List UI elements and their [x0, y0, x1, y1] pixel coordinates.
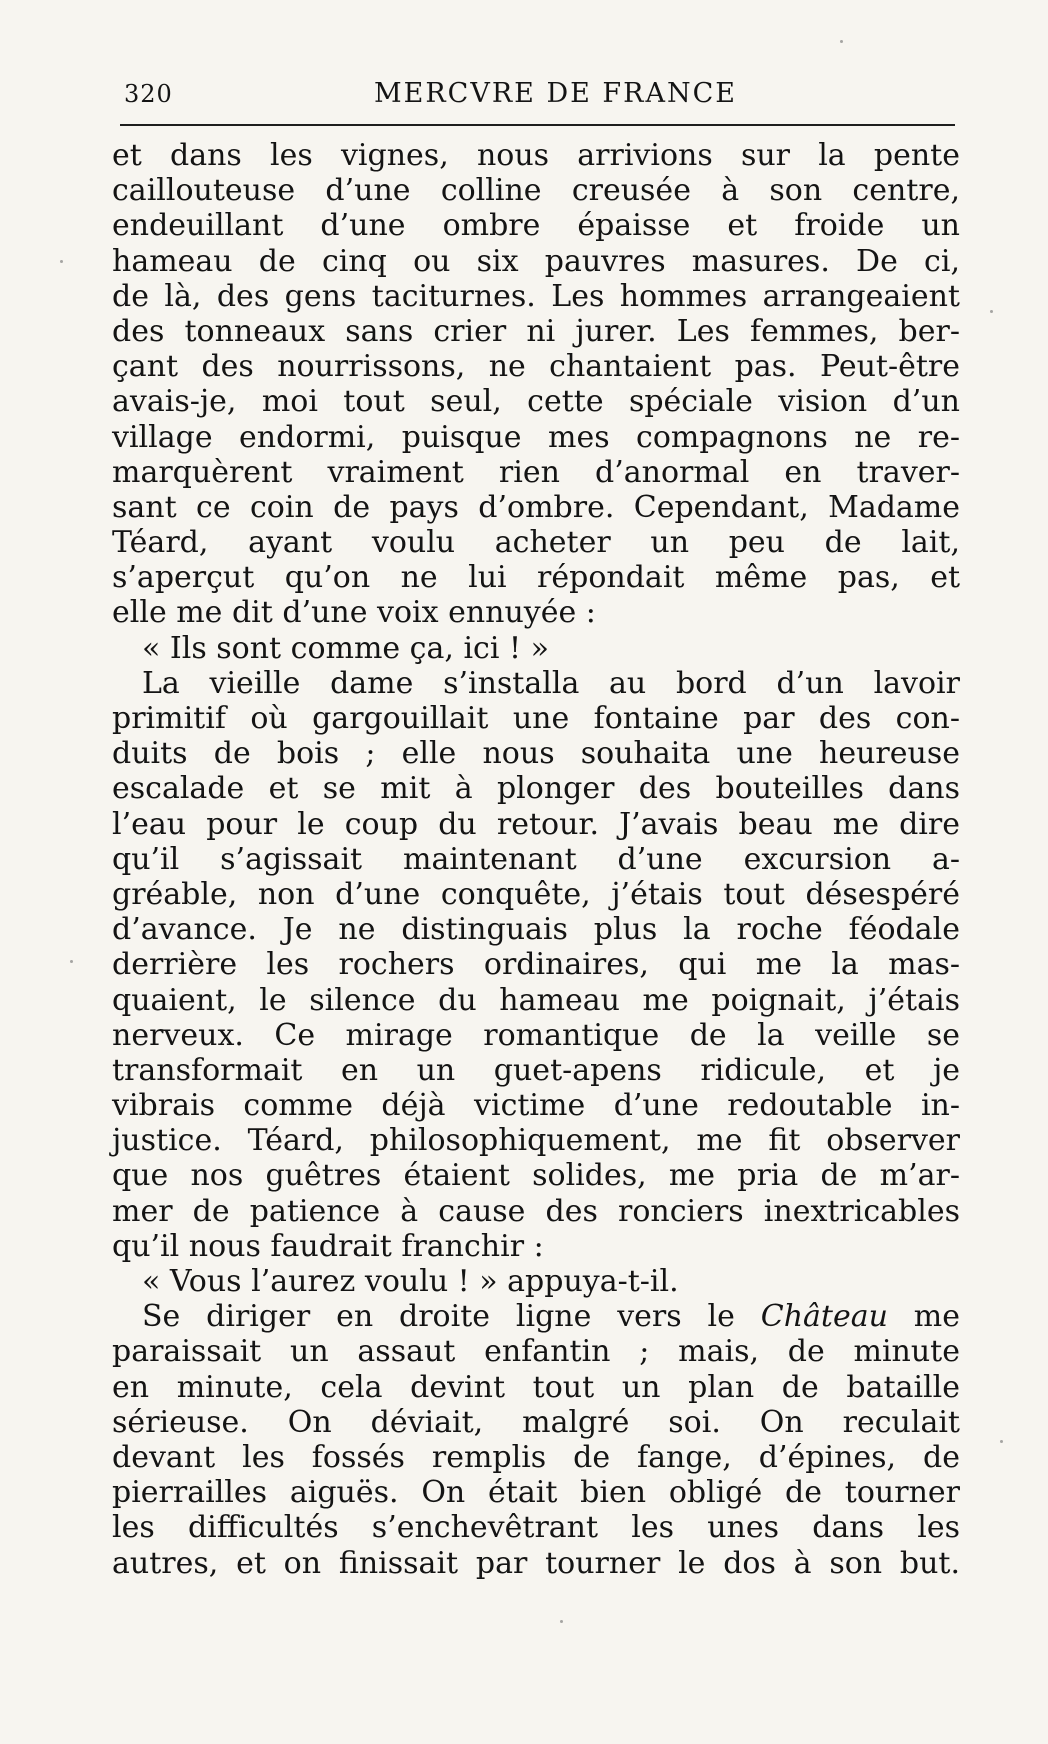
scan-speck: [560, 1620, 563, 1623]
text-line: qu’il nous faudrait franchir :: [112, 1228, 544, 1264]
page-number: 320: [124, 80, 173, 108]
text-line: escalade et se mit à plonger des bouteilles dans: [112, 771, 960, 807]
text-line: sérieuse. On déviait, malgré soi. On reculait: [112, 1404, 960, 1440]
quote-line: « Ils sont comme ça, ici ! »: [142, 630, 549, 666]
text-line: transformait en un guet-apens ridicule, et je: [112, 1052, 960, 1088]
text-line: çant des nourrissons, ne chantaient pas. Peut-être: [112, 349, 960, 385]
quote-line: « Vous l’aurez voulu ! » appuya-t-il.: [142, 1264, 679, 1299]
text-line: qu’il s’agissait maintenant d’une excursion a-: [112, 841, 960, 877]
running-head: MERCVRE DE FRANCE: [374, 78, 737, 109]
text-line: derrière les rochers ordinaires, qui me la mas-: [112, 947, 960, 983]
scan-speck: [840, 40, 843, 43]
text-line: autres, et on finissait par tourner le dos à son but.: [112, 1545, 960, 1581]
text-line: des tonneaux sans crier ni jurer. Les femmes, ber-: [112, 313, 960, 349]
paragraph-start-line: Se diriger en droite ligne vers le Château me: [142, 1299, 960, 1335]
text-line: village endormi, puisque mes compagnons ne re-: [112, 419, 960, 455]
text-line: nerveux. Ce mirage romantique de la veille se: [112, 1017, 960, 1053]
text-line: Téard, ayant voulu acheter un peu de lait,: [112, 525, 960, 561]
italic-word: Château: [760, 1299, 888, 1335]
text-line: elle me dit d’une voix ennuyée :: [112, 595, 596, 631]
text-line: marquèrent vraiment rien d’anormal en traver-: [112, 454, 960, 490]
scan-speck: [60, 260, 63, 263]
scan-speck: [990, 310, 993, 313]
scan-speck: [70, 960, 73, 963]
text-line: mer de patience à cause des ronciers inextricables: [112, 1193, 960, 1229]
text-line: l’eau pour le coup du retour. J’avais beau me dire: [112, 806, 960, 842]
text-line: et dans les vignes, nous arrivions sur la pente: [112, 138, 960, 173]
text-line: duits de bois ; elle nous souhaita une heureuse: [112, 736, 960, 772]
text-line: d’avance. Je ne distinguais plus la roche féodale: [112, 912, 960, 948]
body-text: [112, 138, 960, 1581]
text-line: hameau de cinq ou six pauvres masures. De ci,: [112, 243, 960, 279]
text-line: en minute, cela devint tout un plan de bataille: [112, 1369, 960, 1405]
paragraph-start-line: La vieille dame s’installa au bord d’un lavoir: [142, 665, 960, 701]
header-rule: [120, 124, 955, 126]
text-line: pierrailles aiguës. On était bien obligé de tourner: [112, 1475, 960, 1511]
text-line: endeuillant d’une ombre épaisse et froide un: [112, 208, 960, 244]
text-line: quaient, le silence du hameau me poignait, j’étais: [112, 982, 960, 1018]
text-line: vibrais comme déjà victime d’une redoutable in-: [112, 1088, 960, 1124]
text-line: sant ce coin de pays d’ombre. Cependant, Madame: [112, 489, 960, 525]
scan-speck: [1000, 1440, 1003, 1443]
text-line: caillouteuse d’une colline creusée à son centre,: [112, 173, 960, 209]
text-line: de là, des gens taciturnes. Les hommes arrangeaient: [112, 278, 960, 314]
text-line: paraissait un assaut enfantin ; mais, de minute: [112, 1334, 960, 1370]
text-line: s’aperçut qu’on ne lui répondait même pas, et: [112, 560, 960, 596]
text-line: justice. Téard, philosophiquement, me fit observer: [112, 1123, 960, 1159]
text-line: devant les fossés remplis de fange, d’épines, de: [112, 1439, 960, 1475]
text-line: gréable, non d’une conquête, j’étais tout désespéré: [112, 876, 960, 912]
text-line: que nos guêtres étaient solides, me pria de m’ar-: [112, 1158, 960, 1194]
text-line: primitif où gargouillait une fontaine par des con-: [112, 701, 960, 736]
page-header: [120, 74, 940, 114]
text-line: avais-je, moi tout seul, cette spéciale vision d’un: [112, 384, 960, 420]
text-line: les difficultés s’enchevêtrant les unes dans les: [112, 1510, 960, 1546]
